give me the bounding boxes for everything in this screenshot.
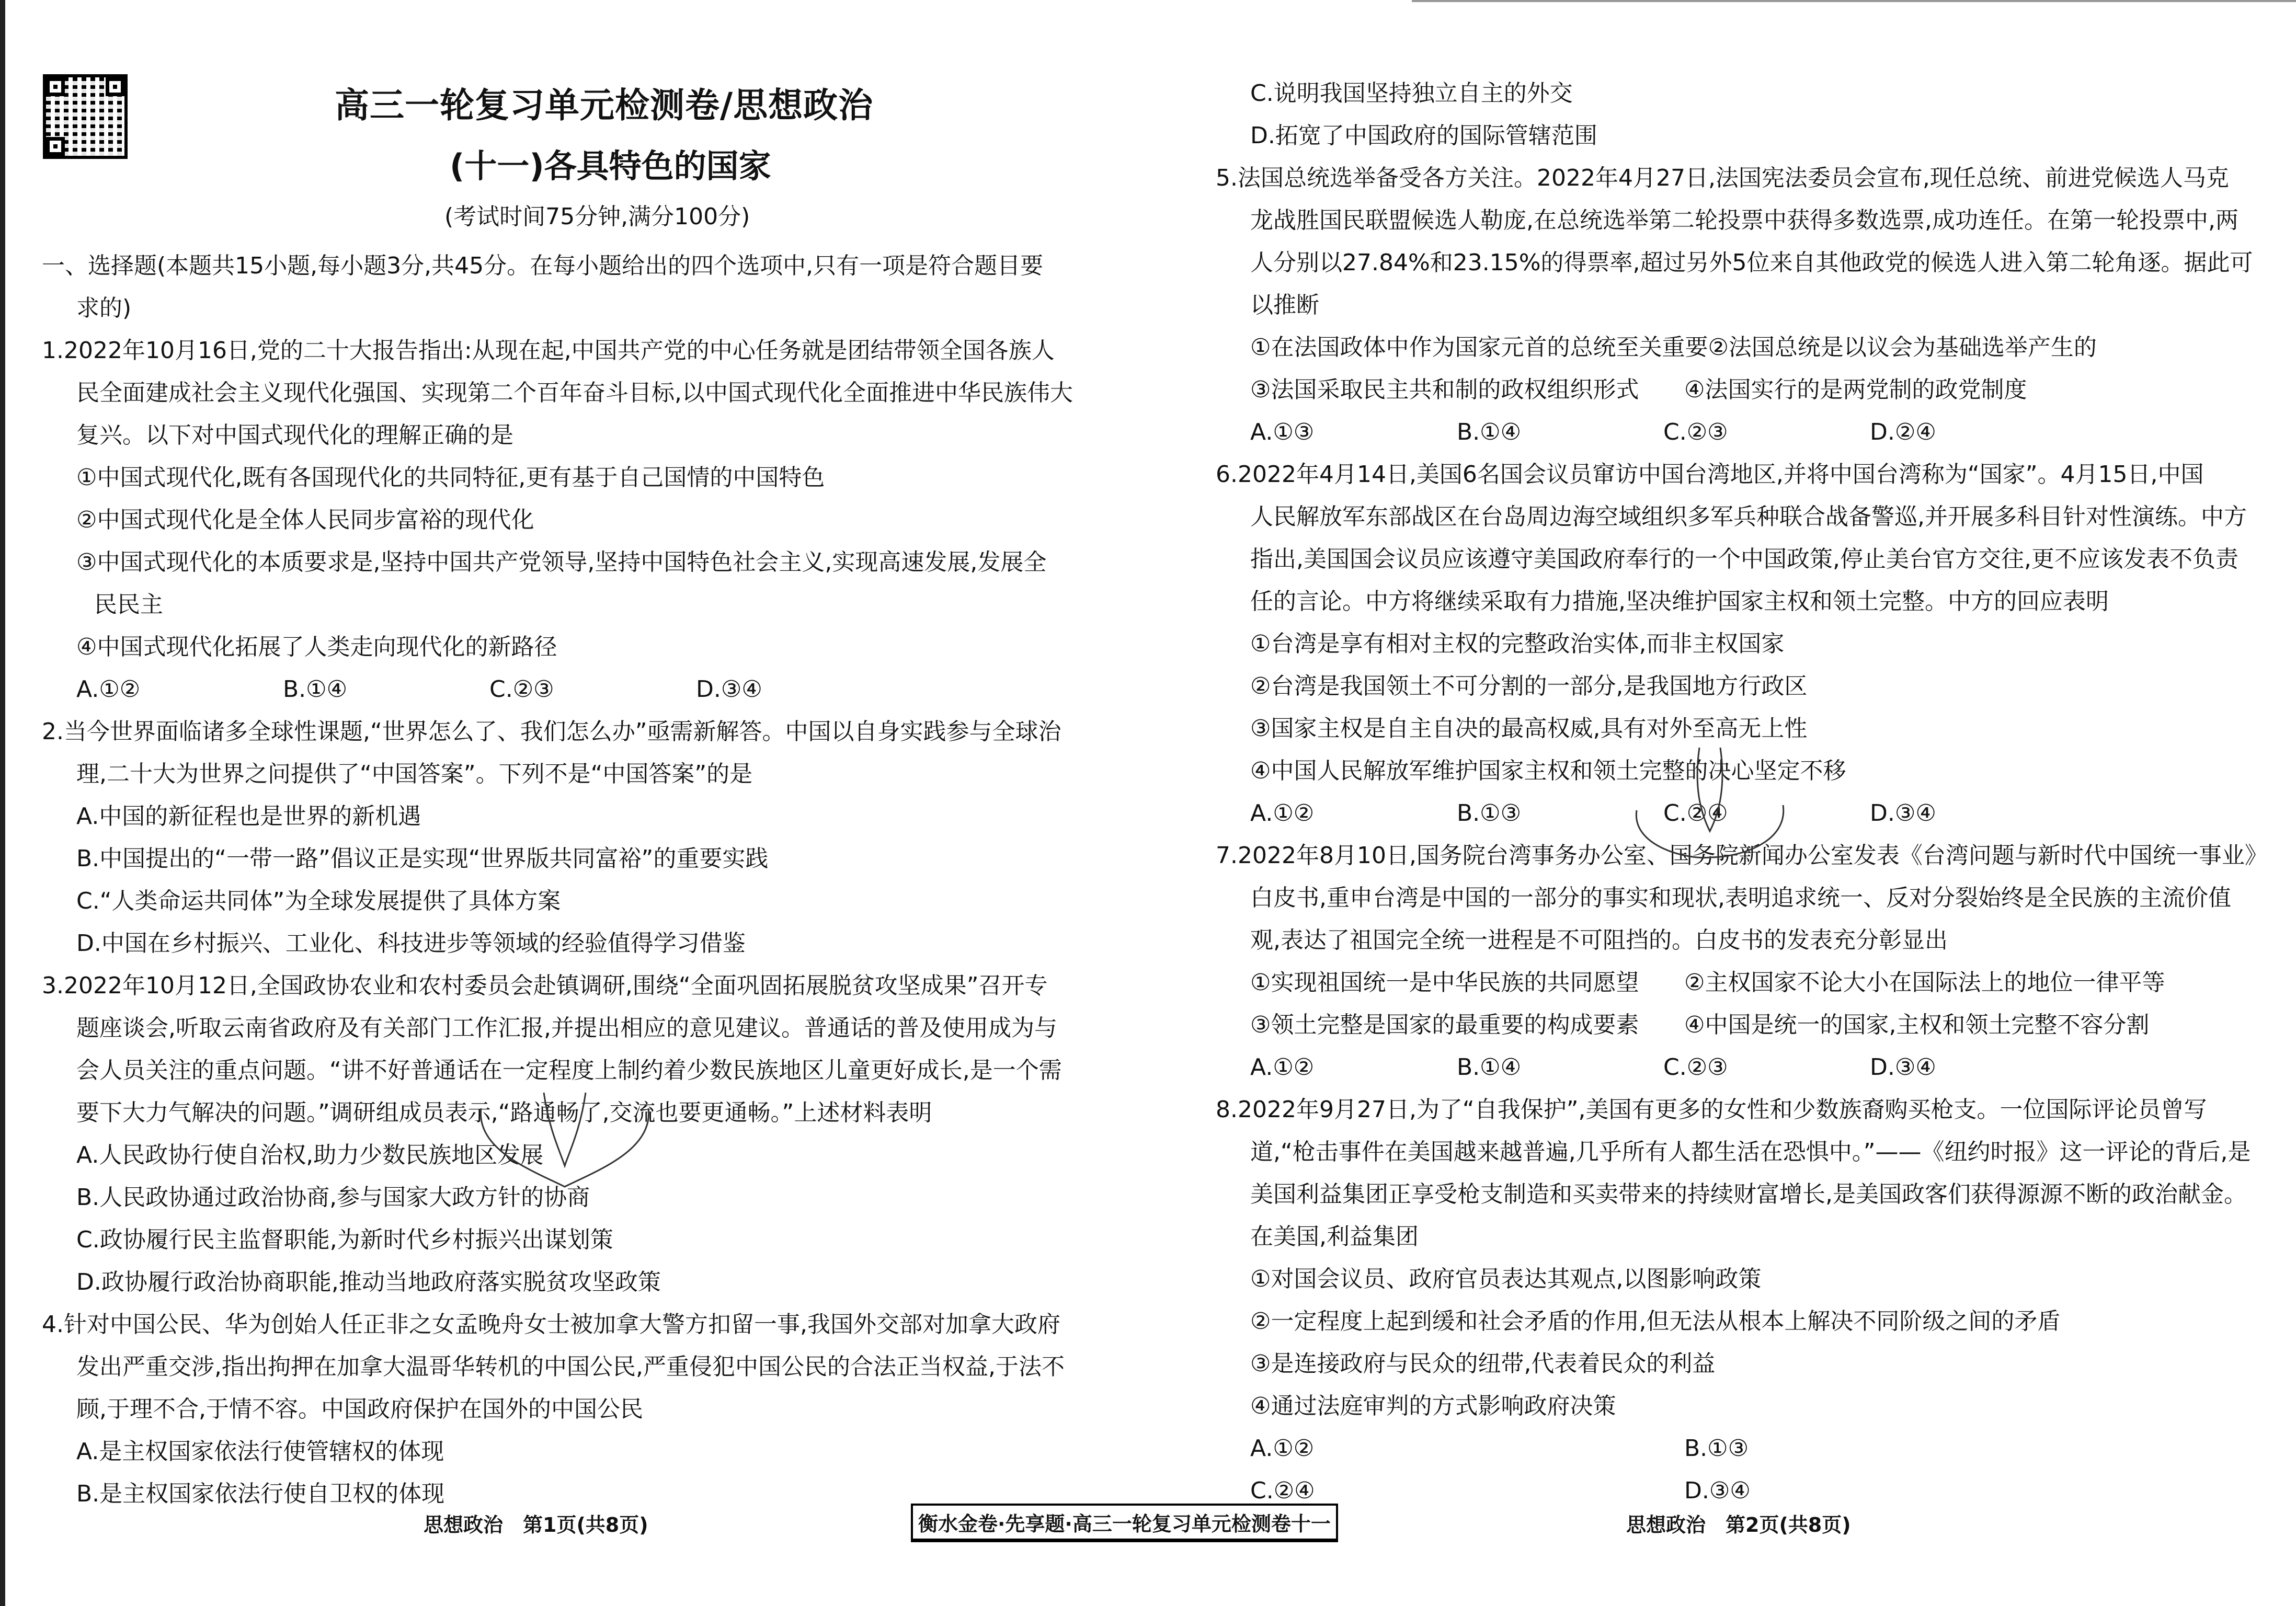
answer-options (1216, 1470, 2235, 1512)
question-stem: 5.法国总统选举备受各方关注。2022年4月27日,法国宪法委员会宣布,现任总统、前进党候选人马克 (1216, 165, 2229, 191)
question-stem: 8.2022年9月27日,为了“自我保护”,美国有更多的女性和少数族裔购买枪支。一位国际评论员曾写 (1216, 1096, 2207, 1123)
option-c[interactable]: C.②④ (1663, 800, 1728, 827)
option-d[interactable]: D.政协履行政治协商职能,推动当地政府落实脱贫攻坚政策 (76, 1269, 661, 1295)
option-b[interactable]: B.①④ (1457, 419, 1522, 445)
pen-scribble-icon (471, 1087, 659, 1192)
answer-options (1216, 411, 2235, 453)
option-b[interactable]: B.中国提出的“一带一路”倡议正是实现“世界版共同富裕”的重要实践 (76, 845, 769, 872)
section-heading-cont: 求的) (76, 295, 132, 322)
question-stem: 白皮书,重申台湾是中国的一部分的事实和现状,表明追求统一、反对分裂始终是全民族的主流价值 (1250, 885, 2231, 911)
option-c[interactable]: C.②④ (1250, 1477, 1315, 1504)
question-stem: 人民解放军东部战区在台岛周边海空域组织多军兵种联合战备警巡,并开展多科目针对性演练。中方 (1250, 503, 2247, 530)
option-c[interactable]: C.②③ (1663, 1054, 1728, 1081)
option-b[interactable]: B.是主权国家依法行使自卫权的体现 (76, 1481, 445, 1507)
question-stem: 任的言论。中方将继续采取有力措施,坚决维护国家主权和领土完整。中方的回应表明 (1250, 588, 2109, 615)
question-stem: 美国利益集团正享受枪支制造和买卖带来的持续财富增长,是美国政客们获得源源不断的政治献金。 (1250, 1181, 2247, 1208)
question-stem: 顾,于理不合,于情不容。中国政府保护在国外的中国公民 (76, 1396, 643, 1423)
pen-scribble-icon (1626, 742, 1794, 863)
question-stem: 发出严重交涉,指出拘押在加拿大温哥华转机的中国公民,严重侵犯中国公民的合法正当权益,于法不 (76, 1353, 1065, 1380)
question-stem: 在美国,利益集团 (1250, 1223, 1419, 1250)
question-2 (42, 710, 1077, 965)
statement: ②中国式现代化是全体人民同步富裕的现代化 (76, 507, 534, 533)
exam-info: (考试时间75分钟,满分100分) (444, 203, 750, 230)
option-b[interactable]: B.①③ (1457, 800, 1522, 827)
statement-pair (1216, 961, 2235, 1004)
statement: ①中国式现代化,既有各国现代化的共同特征,更有基于自己国情的中国特色 (76, 464, 825, 491)
question-stem: 民全面建成社会主义现代化强国、实现第二个百年奋斗目标,以中国式现代化全面推进中华民族伟大 (76, 380, 1073, 406)
option-c[interactable]: C.②③ (1663, 419, 1728, 445)
question-stem: 1.2022年10月16日,党的二十大报告指出:从现在起,中国共产党的中心任务就是团结带领全国各族人 (42, 337, 1055, 364)
option-c[interactable]: C.政协履行民主监督职能,为新时代乡村振兴出谋划策 (76, 1226, 613, 1253)
option-a[interactable]: A.中国的新征程也是世界的新机遇 (76, 803, 421, 830)
question-stem: 人分别以27.84%和23.15%的得票率,超过另外5位来自其他政党的候选人进入第二轮角逐。据此可 (1250, 249, 2253, 276)
statement: ①实现祖国统一是中华民族的共同愿望 (1250, 969, 1639, 996)
unit-subtitle: (十一)各具特色的国家 (450, 147, 771, 185)
question-stem: 观,表达了祖国完全统一进程是不可阻挡的。白皮书的发表充分彰显出 (1250, 927, 1948, 954)
question-stem: 4.针对中国公民、华为创始人任正非之女孟晚舟女士被加拿大警方扣留一事,我国外交部对加拿大政府 (42, 1311, 1060, 1338)
statement: ④中国式现代化拓展了人类走向现代化的新路径 (76, 634, 557, 660)
question-4 (42, 1303, 1077, 1515)
statement: ④中国是统一的国家,主权和领土完整不容分割 (1684, 1012, 2150, 1038)
option-a[interactable]: A.①② (76, 676, 141, 703)
series-label-box: 衡水金卷·先享题·高三一轮复习单元检测卷十一 (911, 1504, 1338, 1542)
option-d[interactable]: D.②④ (1870, 419, 1936, 445)
statement: ③法国采取民主共和制的政权组织形式 (1250, 376, 1639, 403)
scan-edge (0, 0, 5, 1606)
question-stem: 6.2022年4月14日,美国6名国会议员窜访中国台湾地区,并将中国台湾称为“国家”。4月15日,中国 (1216, 461, 2204, 488)
statement-cont: 民民主 (94, 591, 163, 618)
option-b[interactable]: B.①④ (1457, 1054, 1522, 1081)
statement: ②一定程度上起到缓和社会矛盾的作用,但无法从根本上解决不同阶级之间的矛盾 (1250, 1308, 2061, 1335)
option-d[interactable]: D.③④ (1870, 1054, 1936, 1081)
question-stem: 会人员关注的重点问题。“讲不好普通话在一定程度上制约着少数民族地区儿童更好成长,是一个需 (76, 1057, 1062, 1084)
qr-code (46, 77, 124, 156)
option-c[interactable]: C.②③ (489, 676, 554, 703)
statement: ③领土完整是国家的最重要的构成要素 (1250, 1012, 1639, 1038)
statement: ③中国式现代化的本质要求是,坚持中国共产党领导,坚持中国特色社会主义,实现高速发展,发展全 (76, 549, 1047, 576)
answer-options (1216, 1427, 2235, 1470)
question-8 (1216, 1088, 2251, 1512)
question-1 (42, 329, 1077, 710)
statement: ④中国人民解放军维护国家主权和领土完整的决心坚定不移 (1250, 758, 1846, 784)
question-5 (1216, 157, 2253, 453)
option-d[interactable]: D.③④ (696, 676, 762, 703)
question-stem: 2.当今世界面临诸多全球性课题,“世界怎么了、我们怎么办”亟需新解答。中国以自身实践参与全球治 (42, 718, 1061, 745)
option-a[interactable]: A.①② (1250, 1054, 1315, 1081)
option-d[interactable]: D.③④ (1870, 800, 1936, 827)
question-7 (1216, 834, 2268, 1088)
qr-finder-icon (46, 77, 65, 96)
statement: ④法国实行的是两党制的政党制度 (1684, 376, 2027, 403)
statement: ④通过法庭审判的方式影响政府决策 (1250, 1393, 1616, 1419)
option-d[interactable]: D.中国在乡村振兴、工业化、科技进步等领域的经验值得学习借鉴 (76, 930, 746, 957)
page-footer-right: 思想政治 第2页(共8页) (1626, 1513, 1851, 1536)
statement: ②台湾是我国领土不可分割的一部分,是我国地方行政区 (1250, 673, 1808, 699)
qr-finder-icon (106, 77, 124, 96)
section-heading: 一、选择题(本题共15小题,每小题3分,共45分。在每小题给出的四个选项中,只有一项是符合题目要 (42, 253, 1044, 279)
option-a[interactable]: A.①③ (1250, 419, 1315, 445)
question-stem: 以推断 (1250, 292, 1319, 318)
question-stem: 7.2022年8月10日,国务院台湾事务办公室、国务院新闻办公室发表《台湾问题与新时代中国统一事业》 (1216, 842, 2268, 869)
statement: ①台湾是享有相对主权的完整政治实体,而非主权国家 (1250, 630, 1785, 657)
question-stem: 3.2022年10月12日,全国政协农业和农村委员会赴镇调研,围绕“全面巩固拓展脱贫攻坚成果”召开专 (42, 972, 1048, 999)
question-stem: 理,二十大为世界之问提供了“中国答案”。下列不是“中国答案”的是 (76, 761, 753, 787)
question-stem: 道,“枪击事件在美国越来越普遍,几乎所有人都生活在恐惧中。”——《纽约时报》这一评论的背后,是 (1250, 1139, 2251, 1165)
statement: ③国家主权是自主自决的最高权威,具有对外至高无上性 (1250, 715, 1808, 742)
statement: ①对国会议员、政府官员表达其观点,以图影响政策 (1250, 1266, 1762, 1292)
qr-finder-icon (46, 137, 65, 156)
statement: ③是连接政府与民众的纽带,代表着民众的利益 (1250, 1350, 1716, 1377)
option-a[interactable]: A.是主权国家依法行使管辖权的体现 (76, 1438, 444, 1465)
statement-pair (1216, 1004, 2235, 1046)
option-b[interactable]: B.人民政协通过政治协商,参与国家大政方针的协商 (76, 1184, 590, 1211)
option-c[interactable]: C.“人类命运共同体”为全球发展提供了具体方案 (76, 888, 561, 914)
option-a[interactable]: A.①② (1250, 800, 1315, 827)
option-b[interactable]: B.①③ (1684, 1435, 1749, 1462)
statement-pair (1216, 369, 2235, 411)
option-a[interactable]: A.①② (1250, 1435, 1315, 1462)
page-footer-left: 思想政治 第1页(共8页) (424, 1513, 648, 1536)
exam-title: 高三一轮复习单元检测卷/思想政治 (335, 85, 874, 125)
question-stem: 要下大力气解决的问题。”调研组成员表示,“路通畅了,交流也要更通畅。”上述材料表明 (76, 1099, 932, 1126)
question-stem: 龙战胜国民联盟候选人勒庞,在总统选举第二轮投票中获得多数选票,成功连任。在第一轮投票中,两 (1250, 207, 2238, 234)
answer-options (42, 668, 1077, 710)
statement: ①在法国政体中作为国家元首的总统至关重要②法国总统是以议会为基础选举产生的 (1250, 334, 2097, 361)
option-a[interactable]: A.人民政协行使自治权,助力少数民族地区发展 (76, 1142, 544, 1168)
option-d[interactable]: D.③④ (1684, 1477, 1751, 1504)
question-stem: 复兴。以下对中国式现代化的理解正确的是 (76, 422, 513, 449)
answer-options (1216, 1046, 2235, 1088)
scan-edge-top (1412, 0, 2296, 2)
option-c[interactable]: C.说明我国坚持独立自主的外交 (1250, 80, 1573, 107)
question-stem: 指出,美国国会议员应该遵守美国政府奉行的一个中国政策,停止美台官方交往,更不应该发表不负责 (1250, 546, 2238, 572)
statement: ②主权国家不论大小在国际法上的地位一律平等 (1684, 969, 2165, 996)
left-column (42, 245, 1077, 1515)
question-stem: 题座谈会,听取云南省政府及有关部门工作汇报,并提出相应的意见建议。普通话的普及使用成为与 (76, 1015, 1057, 1041)
option-b[interactable]: B.①④ (283, 676, 348, 703)
option-d[interactable]: D.拓宽了中国政府的国际管辖范围 (1250, 122, 1597, 149)
